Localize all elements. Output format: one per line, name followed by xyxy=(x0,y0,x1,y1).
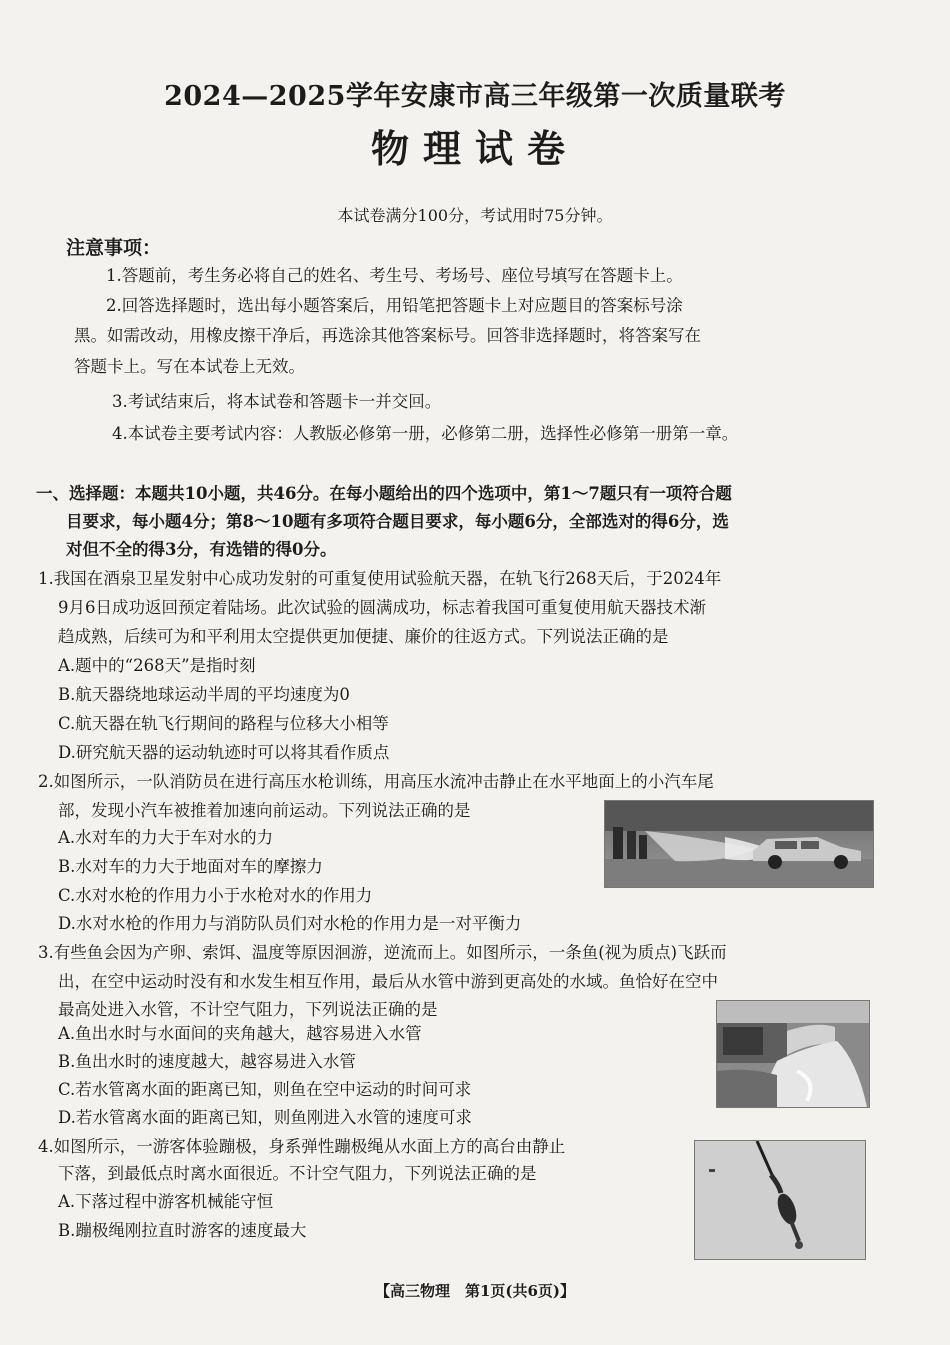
fire-hose-car-image xyxy=(605,801,873,887)
question-1-stem: 1.我国在酒泉卫星发射中心成功发射的可重复使用试验航天器，在轨飞行268天后，于2024年 xyxy=(38,569,722,588)
exam-info: 本试卷满分100分，考试用时75分钟。 xyxy=(337,206,613,225)
question-3-stem: 出，在空中运动时没有和水发生相互作用，最后从水管中游到更高处的水域。鱼恰好在空中 xyxy=(58,972,718,991)
question-3-stem: 最高处进入水管，不计空气阻力，下列说法正确的是 xyxy=(58,1000,438,1019)
question-3-stem: 3.有些鱼会因为产卵、索饵、温度等原因洄游，逆流而上。如图所示，一条鱼(视为质点)飞跃而 xyxy=(38,943,727,962)
question-4-stem: 4.如图所示，一游客体验蹦极，身系弹性蹦极绳从水面上方的高台由静止 xyxy=(38,1137,566,1156)
section-heading: 目要求，每小题4分；第8～10题有多项符合题目要求，每小题6分，全部选对的得6分，选 xyxy=(66,512,729,531)
question-3-option-a: A.鱼出水时与水面间的夹角越大，越容易进入水管 xyxy=(58,1024,422,1043)
notice-line: 4.本试卷主要考试内容：人教版必修第一册，必修第二册，选择性必修第一册第一章。 xyxy=(112,424,739,443)
notice-line: 答题卡上。写在本试卷上无效。 xyxy=(74,357,305,376)
question-1-option-c: C.航天器在轨飞行期间的路程与位移大小相等 xyxy=(58,714,389,733)
notice-heading: 注意事项： xyxy=(66,237,162,259)
question-4-stem: 下落，到最低点时离水面很近。不计空气阻力，下列说法正确的是 xyxy=(58,1164,537,1183)
notice-line: 1.答题前，考生务必将自己的姓名、考生号、考场号、座位号填写在答题卡上。 xyxy=(106,266,683,285)
question-2-option-d: D.水对水枪的作用力与消防队员们对水枪的作用力是一对平衡力 xyxy=(58,914,522,933)
bungee-jump-image xyxy=(695,1141,865,1259)
page-footer: 【高三物理 第1页(共6页)】 xyxy=(374,1282,576,1300)
question-1-option-b: B.航天器绕地球运动半周的平均速度为0 xyxy=(58,685,350,704)
fire-hose-car-photo xyxy=(604,800,874,888)
fish-water-pipe-image xyxy=(717,1001,869,1107)
question-1-stem: 9月6日成功返回预定着陆场。此次试验的圆满成功，标志着我国可重复使用航天器技术渐 xyxy=(58,598,706,617)
question-3-option-d: D.若水管离水面的距离已知，则鱼刚进入水管的速度可求 xyxy=(58,1108,472,1127)
question-2-option-c: C.水对水枪的作用力小于水枪对水的作用力 xyxy=(58,886,373,905)
question-3-option-c: C.若水管离水面的距离已知，则鱼在空中运动的时间可求 xyxy=(58,1080,472,1099)
exam-title: 2024—2025学年安康市高三年级第一次质量联考 xyxy=(164,81,786,112)
question-2-stem: 部，发现小汽车被推着加速向前运动。下列说法正确的是 xyxy=(58,801,471,820)
fish-water-pipe-photo xyxy=(716,1000,870,1108)
notice-line: 2.回答选择题时，选出每小题答案后，用铅笔把答题卡上对应题目的答案标号涂 xyxy=(106,296,683,315)
bungee-jump-photo xyxy=(694,1140,866,1260)
question-2-option-a: A.水对车的力大于车对水的力 xyxy=(58,828,274,847)
question-1-option-a: A.题中的“268天”是指时刻 xyxy=(58,656,256,675)
question-3-option-b: B.鱼出水时的速度越大，越容易进入水管 xyxy=(58,1052,356,1071)
notice-line: 3.考试结束后，将本试卷和答题卡一并交回。 xyxy=(112,392,442,411)
notice-line: 黑。如需改动，用橡皮擦干净后，再选涂其他答案标号。回答非选择题时，将答案写在 xyxy=(74,326,701,345)
subject-title: 物理试卷 xyxy=(370,126,579,171)
section-heading: 一、选择题：本题共10小题，共46分。在每小题给出的四个选项中，第1～7题只有一项符合题 xyxy=(36,484,732,503)
question-1-stem: 趋成熟，后续可为和平利用太空提供更加便捷、廉价的往返方式。下列说法正确的是 xyxy=(58,627,669,646)
question-4-option-a: A.下落过程中游客机械能守恒 xyxy=(58,1192,274,1211)
question-2-option-b: B.水对车的力大于地面对车的摩擦力 xyxy=(58,857,323,876)
question-4-option-b: B.蹦极绳刚拉直时游客的速度最大 xyxy=(58,1221,307,1240)
section-heading: 对但不全的得3分，有选错的得0分。 xyxy=(66,540,337,559)
question-2-stem: 2.如图所示，一队消防员在进行高压水枪训练，用高压水流冲击静止在水平地面上的小汽车尾 xyxy=(38,772,714,791)
question-1-option-d: D.研究航天器的运动轨迹时可以将其看作质点 xyxy=(58,743,390,762)
